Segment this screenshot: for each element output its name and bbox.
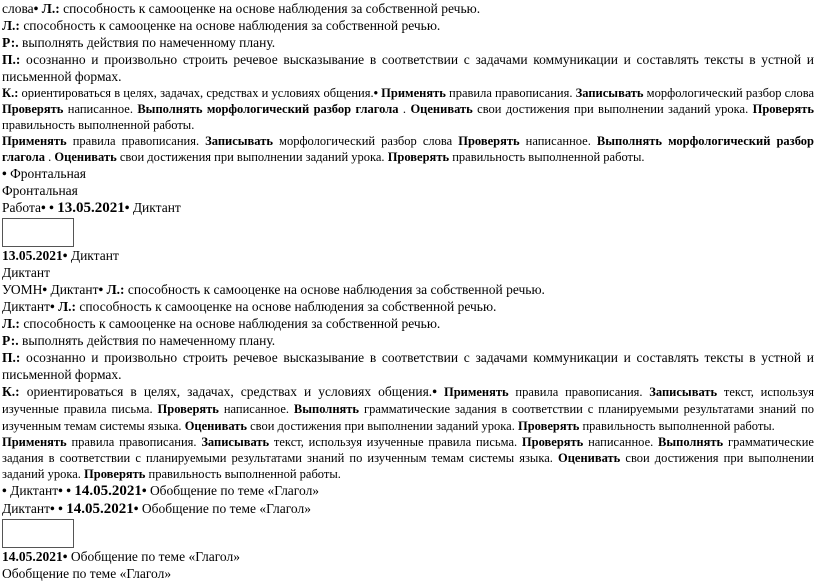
text-fragment: морфологический разбор слова [643,86,814,100]
bullet-icon: • [141,483,147,498]
text-fragment: написанное. [63,102,138,116]
text-paragraph [2,434,814,482]
text-fragment: способность к самооценке на основе наблюдения за собственной речью. [59,1,481,16]
text-fragment: Диктант [2,501,50,516]
text-fragment: Обобщение по теме «Глагол» [146,483,320,498]
text-fragment: грамматические задания в соответствии с планируемыми результатами знаний по изученным темам системы языка. [2,435,814,465]
label-bold: Проверять [387,150,450,164]
bullet-icon: • [133,501,139,516]
label-bold: Применять [443,385,509,399]
bullet-icon: • [58,483,63,498]
bullet-icon: • [42,282,48,297]
text-fragment: грамматические задания в соответствии с планируемыми результатами знаний по изученным темам системы языка. [2,402,815,433]
label-bold: Л.: [2,18,20,33]
label-bold: Оценивать [557,451,621,465]
image-placeholder [2,218,74,247]
text-fragment: правильность выполненной работы. [145,467,341,481]
text-fragment: морфологический разбор слова [272,134,459,148]
bullet-icon: • [66,483,71,498]
date-label: 14.05.2021 [66,501,134,517]
label-bold: Выполнять морфологический разбор глагола [2,134,814,164]
text-line [2,315,814,332]
text-fragment: слова [2,1,34,16]
label-bold: Применять [2,435,67,449]
text-fragment: Диктант [2,265,50,280]
text-paragraph [2,133,814,165]
bullet-icon: • [62,248,68,263]
text-line [2,199,814,217]
bullet-icon: • [33,1,39,16]
bullet-icon: • [50,501,55,516]
text-fragment: свои достижения при выполнении заданий урока. [472,102,753,116]
label-bold: Р:. [2,35,19,50]
bullet-icon: • [62,549,68,564]
text-fragment: текст, используя изученные правила письма. [269,435,522,449]
text-line [2,482,814,500]
text-fragment: правила правописания. [445,86,576,100]
text-fragment: выполнять действия по намеченному плану. [18,333,276,348]
bullet-icon: • [373,86,378,100]
text-fragment: свои достижения при выполнении заданий урока. [247,419,518,433]
bullet-icon: • [2,166,7,181]
text-fragment: выполнять действия по намеченному плану. [18,35,276,50]
text-fragment: написанное. [519,134,597,148]
label-bold: Проверять [84,467,146,481]
text-fragment: Диктант [67,248,119,263]
label-bold: Проверять [521,435,584,449]
text-line [2,565,814,582]
label-bold: Применять [381,86,446,100]
label-bold: Записывать [201,435,270,449]
text-line [2,247,814,264]
text-paragraph [2,349,814,383]
label-bold: П.: [2,52,21,67]
text-fragment: Фронтальная [2,183,78,198]
date-label: 13.05.2021 [57,200,125,216]
text-line [2,34,814,51]
text-fragment: правильность выполненной работы. [449,150,645,164]
label-bold: Проверять [517,419,580,433]
text-fragment: правила правописания. [508,385,650,399]
text-fragment: осознанно и произвольно строить речевое высказывание в соответствии с задачами коммуникации и составлять тексты в устной и письменной формах. [2,350,814,382]
text-fragment: ориентироваться в целях, задачах, средствах и условиях общения. [19,384,433,399]
label-bold: К.: [2,86,19,100]
label-bold: Проверять [458,134,520,148]
bullet-icon: • [2,483,7,498]
date-label: 14.05.2021 [2,549,63,564]
text-line [2,182,814,199]
label-bold: Оценивать [54,150,117,164]
text-paragraph [2,51,814,85]
label-bold: Л.: [103,282,125,297]
text-fragment: написанное. [583,435,659,449]
text-fragment: способность к самооценке на основе наблюдения за собственной речью. [19,18,441,33]
text-fragment: свои достижения при выполнении заданий урока. [116,150,388,164]
bullet-icon: • [41,200,46,215]
text-fragment: Диктант [129,200,181,215]
label-bold: Л.: [2,316,20,331]
label-bold: Применять [2,134,67,148]
text-fragment: способность к самооценке на основе наблюдения за собственной речью. [124,282,545,297]
bullet-icon: • [98,282,104,297]
text-fragment: Диктант [2,299,50,314]
text-fragment: осознанно и произвольно строить речевое высказывание в соответствии с задачами коммуникации и составлять тексты в устной и письменной формах. [2,52,814,84]
text-fragment: текст, используя изученные правила письма. [2,385,814,416]
label-bold: Оценивать [184,419,247,433]
text-fragment: УОМН [2,282,43,297]
label-bold: Проверять [752,102,815,116]
text-paragraph [2,383,814,434]
text-line [2,281,814,298]
text-fragment: правильность выполненной работы. [579,419,775,433]
text-fragment: свои достижения при выполнении заданий урока. [2,451,814,481]
label-bold: Записывать [649,385,718,399]
date-label: 14.05.2021 [74,483,142,499]
label-bold: Проверять [157,402,219,416]
label-bold: Записывать [575,86,644,100]
label-bold: Записывать [205,134,273,148]
bullet-icon: • [50,299,55,314]
label-bold: Р:. [2,333,19,348]
text-line [2,264,814,281]
label-bold: Л.: [41,1,60,16]
label-bold: Л.: [54,299,77,314]
bullet-icon: • [432,384,437,399]
text-fragment: написанное. [218,402,294,416]
text-paragraph [2,85,814,133]
text-fragment: . [45,150,55,164]
label-bold: Выполнять [658,435,724,449]
label-bold: Выполнять морфологический разбор глагола [137,102,399,116]
label-bold: К.: [2,384,20,399]
image-placeholder [2,519,74,548]
text-fragment: способность к самооценке на основе наблюдения за собственной речью. [76,299,497,314]
label-bold: Выполнять [293,402,360,416]
text-fragment: Диктант [47,282,99,297]
text-line [2,298,814,315]
text-fragment: правила правописания. [66,134,206,148]
text-fragment: Диктант [6,483,59,498]
text-line [2,548,814,565]
text-fragment: Работа [2,200,41,215]
label-bold: П.: [2,350,21,365]
text-fragment: Фронтальная [10,166,86,181]
text-line [2,17,814,34]
text-fragment: Обобщение по теме «Глагол» [67,549,240,564]
bullet-icon: • [49,200,54,215]
text-fragment: правильность выполненной работы. [2,118,195,132]
text-line [2,0,814,17]
text-fragment: ориентироваться в целях, задачах, средствах и условиях общения. [18,86,374,100]
bullet-icon: • [58,501,63,516]
text-fragment: способность к самооценке на основе наблюдения за собственной речью. [19,316,441,331]
text-line [2,500,814,518]
label-bold: Проверять [2,102,64,116]
date-label: 13.05.2021 [2,248,63,263]
text-fragment: . [398,102,411,116]
text-fragment: Обобщение по теме «Глагол» [2,566,172,581]
bullet-icon: • [124,200,130,215]
text-line [2,332,814,349]
label-bold: Оценивать [410,102,473,116]
text-fragment: правила правописания. [66,435,202,449]
text-fragment: Обобщение по теме «Глагол» [138,501,311,516]
text-line [2,165,814,182]
